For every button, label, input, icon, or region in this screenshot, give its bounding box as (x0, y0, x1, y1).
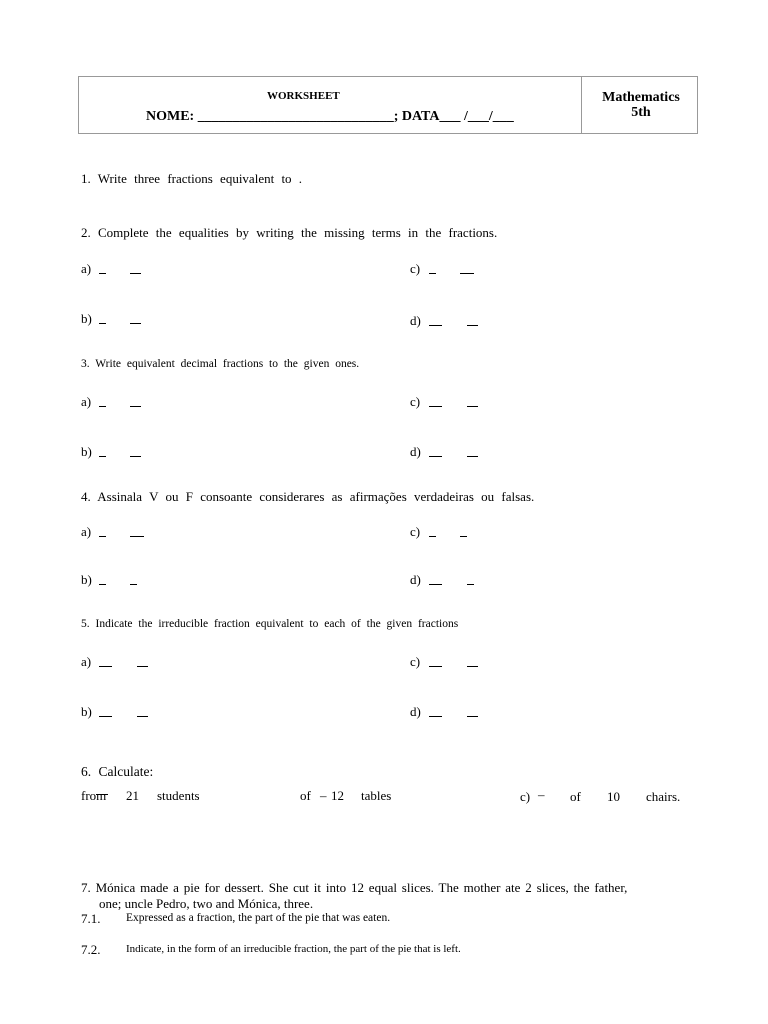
grade-label: 5th (631, 105, 651, 120)
q3-label-a: a) (81, 394, 92, 409)
q6-a-fraction-bar (96, 794, 108, 795)
q6-a-number: 21 (126, 788, 139, 803)
q6-c-number: 10 (607, 789, 620, 804)
q3-label-b: b) (81, 444, 92, 459)
q7-1-number: 7.1. (81, 911, 101, 926)
q2-a-blank-2 (130, 273, 141, 274)
q4-label-b: b) (81, 572, 92, 587)
q5-label-a: a) (81, 654, 92, 669)
question-1: 1. Write three fractions equivalent to . (81, 171, 303, 186)
q5-label-d: d) (410, 704, 421, 719)
q5-d-blank-2 (467, 716, 478, 717)
q2-d-blank-2 (467, 325, 478, 326)
question-7-line-1: 7. Mónica made a pie for dessert. She cut it into 12 equal slices. The mother ate 2 slices, the father, (81, 880, 628, 895)
q5-b-blank-2 (137, 716, 148, 717)
q6-b-dash: – (320, 788, 327, 803)
question-5: 5. Indicate the irreducible fraction equivalent to each of the given fractions (81, 618, 459, 630)
q4-a-blank-2 (130, 536, 144, 537)
q3-b-blank-1 (99, 456, 106, 457)
q5-d-blank-1 (429, 716, 442, 717)
q5-c-blank-1 (429, 666, 442, 667)
q2-label-a: a) (81, 261, 92, 276)
q6-c-unit: chairs. (646, 789, 681, 804)
name-date-line: NOME: ____________________________; DATA___ /___/___ (146, 109, 514, 124)
q3-label-d: d) (410, 444, 421, 459)
q3-a-blank-1 (99, 406, 106, 407)
q4-label-a: a) (81, 524, 92, 539)
q5-a-blank-2 (137, 666, 148, 667)
q3-c-blank-2 (467, 406, 478, 407)
q3-d-blank-2 (467, 456, 478, 457)
question-4: 4. Assinala V ou F consoante considerares as afirmações verdadeiras ou falsas. (81, 489, 535, 504)
q7-1-text: Expressed as a fraction, the part of the pie that was eaten. (126, 912, 391, 924)
question-3: 3. Write equivalent decimal fractions to the given ones. (81, 358, 360, 370)
q3-d-blank-1 (429, 456, 442, 457)
header-divider (581, 76, 582, 134)
q6-c-dash: – (538, 787, 545, 802)
q5-c-blank-2 (467, 666, 478, 667)
q4-c-blank-2 (460, 536, 467, 537)
q2-d-blank-1 (429, 325, 442, 326)
q5-b-blank-1 (99, 716, 112, 717)
question-6: 6. Calculate: (81, 764, 154, 779)
q2-c-blank-2 (460, 273, 474, 274)
q6-c-of: of (570, 789, 581, 804)
q2-b-blank-2 (130, 323, 141, 324)
q5-label-b: b) (81, 704, 92, 719)
worksheet-title: WORKSHEET (267, 90, 340, 102)
q4-a-blank-1 (99, 536, 106, 537)
q4-label-d: d) (410, 572, 421, 587)
question-2: 2. Complete the equalities by writing the missing terms in the fractions. (81, 225, 498, 240)
question-7-line-2: one; uncle Pedro, two and Mónica, three. (99, 896, 314, 911)
q2-label-c: c) (410, 261, 421, 276)
q4-b-blank-1 (99, 584, 106, 585)
q5-a-blank-1 (99, 666, 112, 667)
q3-b-blank-2 (130, 456, 141, 457)
q6-a-unit: students (157, 788, 200, 803)
q7-2-number: 7.2. (81, 942, 101, 957)
q2-c-blank-1 (429, 273, 436, 274)
q6-c-label: c) (520, 789, 531, 804)
q6-a-from: from (81, 788, 107, 803)
q6-b-unit: tables (361, 788, 392, 803)
q3-label-c: c) (410, 394, 421, 409)
q4-label-c: c) (410, 524, 421, 539)
q4-c-blank-1 (429, 536, 436, 537)
q2-label-d: d) (410, 313, 421, 328)
q2-label-b: b) (81, 311, 92, 326)
q4-d-blank-2 (467, 584, 474, 585)
q6-b-of: of (300, 788, 311, 803)
q4-b-blank-2 (130, 584, 137, 585)
q2-b-blank-1 (99, 323, 106, 324)
q4-d-blank-1 (429, 584, 442, 585)
q6-b-number: 12 (331, 788, 344, 803)
q5-label-c: c) (410, 654, 421, 669)
q7-2-text: Indicate, in the form of an irreducible fraction, the part of the pie that is left. (126, 943, 461, 955)
q3-c-blank-1 (429, 406, 442, 407)
q3-a-blank-2 (130, 406, 141, 407)
subject-label: Mathematics (602, 90, 680, 105)
q2-a-blank-1 (99, 273, 106, 274)
